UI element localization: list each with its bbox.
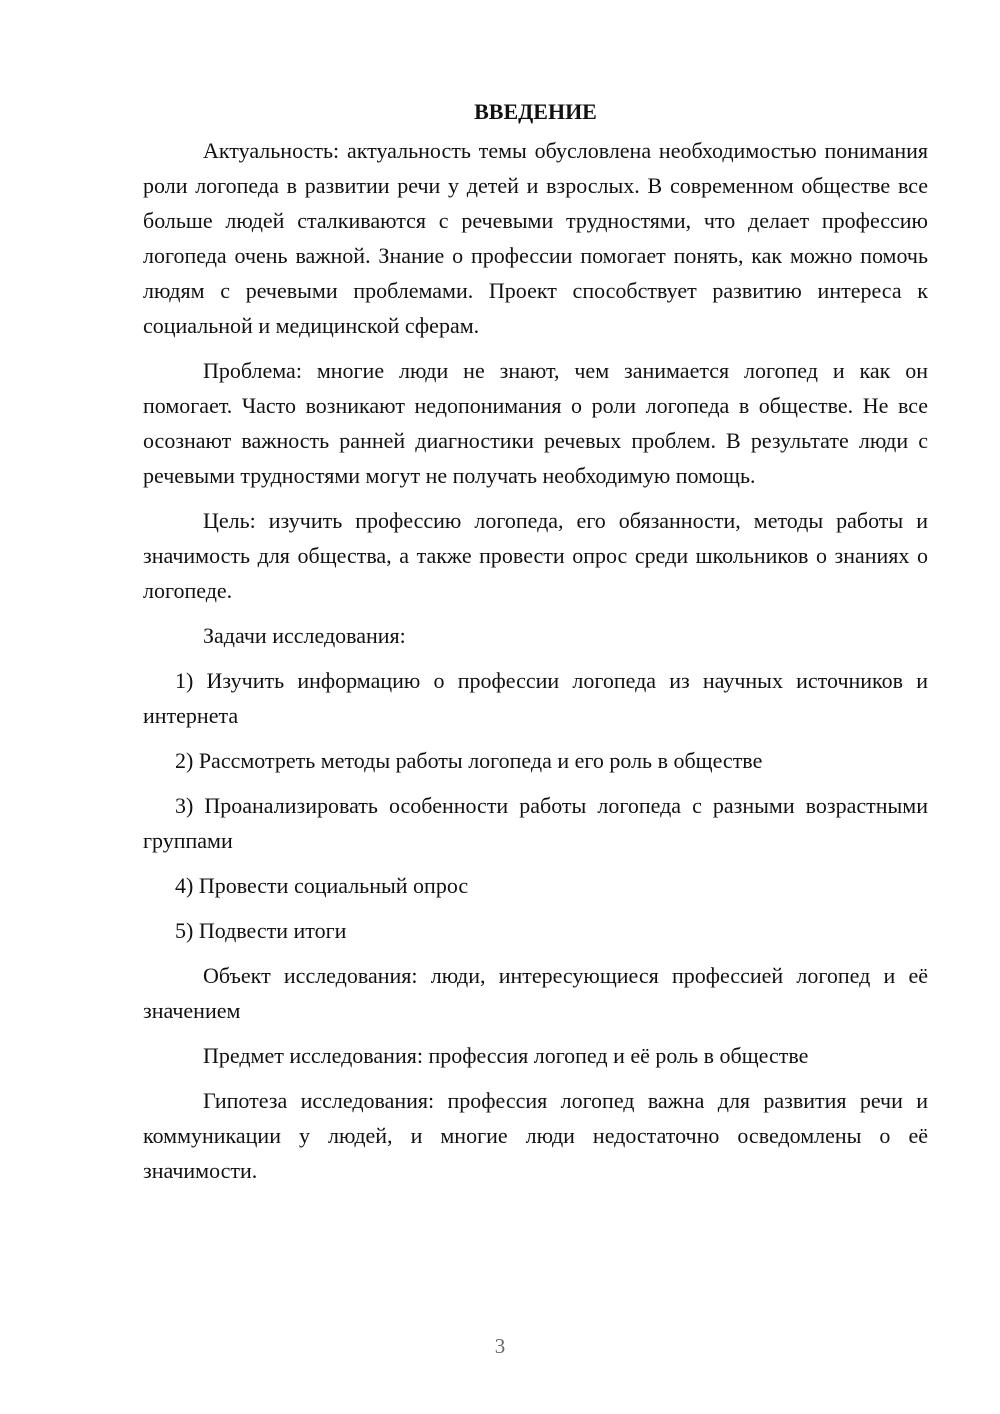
subject-paragraph: Предмет исследования: профессия логопед и её роль в обществе	[203, 1043, 809, 1068]
relevance-paragraph: Актуальность: актуальность темы обусловлена необходимостью понимания роли логопеда в развитии речи у детей и взрослых. В современном обществе все больше людей сталкиваются с речевыми трудностями, что делает профессию логопеда очень важной. Знание о профессии помогает понять, как можно помочь людям с речевыми проблемами. Проект способствует развитию интереса к социальной и медицинской сферам.	[143, 138, 928, 338]
task-item: 4) Провести социальный опрос	[175, 873, 469, 898]
task-item: 5) Подвести итоги	[175, 918, 347, 943]
task-item: 3) Проанализировать особенности работы логопеда с разными возрастными группами	[143, 793, 928, 853]
hypothesis-paragraph: Гипотеза исследования: профессия логопед важна для развития речи и коммуникации у людей, и многие люди недостаточно осведомлены о её значимости.	[143, 1088, 928, 1183]
tasks-heading: Задачи исследования:	[203, 623, 406, 648]
task-item: 1) Изучить информацию о профессии логопеда из научных источников и интернета	[143, 668, 928, 728]
page-title: ВВЕДЕНИЕ	[474, 99, 597, 124]
object-paragraph: Объект исследования: люди, интересующиеся профессией логопед и её значением	[143, 963, 928, 1023]
page-number: 3	[494, 1334, 506, 1358]
goal-paragraph: Цель: изучить профессию логопеда, его обязанности, методы работы и значимость для общества, а также провести опрос среди школьников о знаниях о логопеде.	[143, 508, 928, 603]
task-item: 2) Рассмотреть методы работы логопеда и его роль в обществе	[175, 748, 763, 773]
document-page	[143, 94, 928, 1198]
problem-paragraph: Проблема: многие люди не знают, чем занимается логопед и как он помогает. Часто возникают недопонимания о роли логопеда в обществе. Не все осознают важность ранней диагностики речевых проблем. В результате люди с речевыми трудностями могут не получать необходимую помощь.	[143, 358, 928, 488]
